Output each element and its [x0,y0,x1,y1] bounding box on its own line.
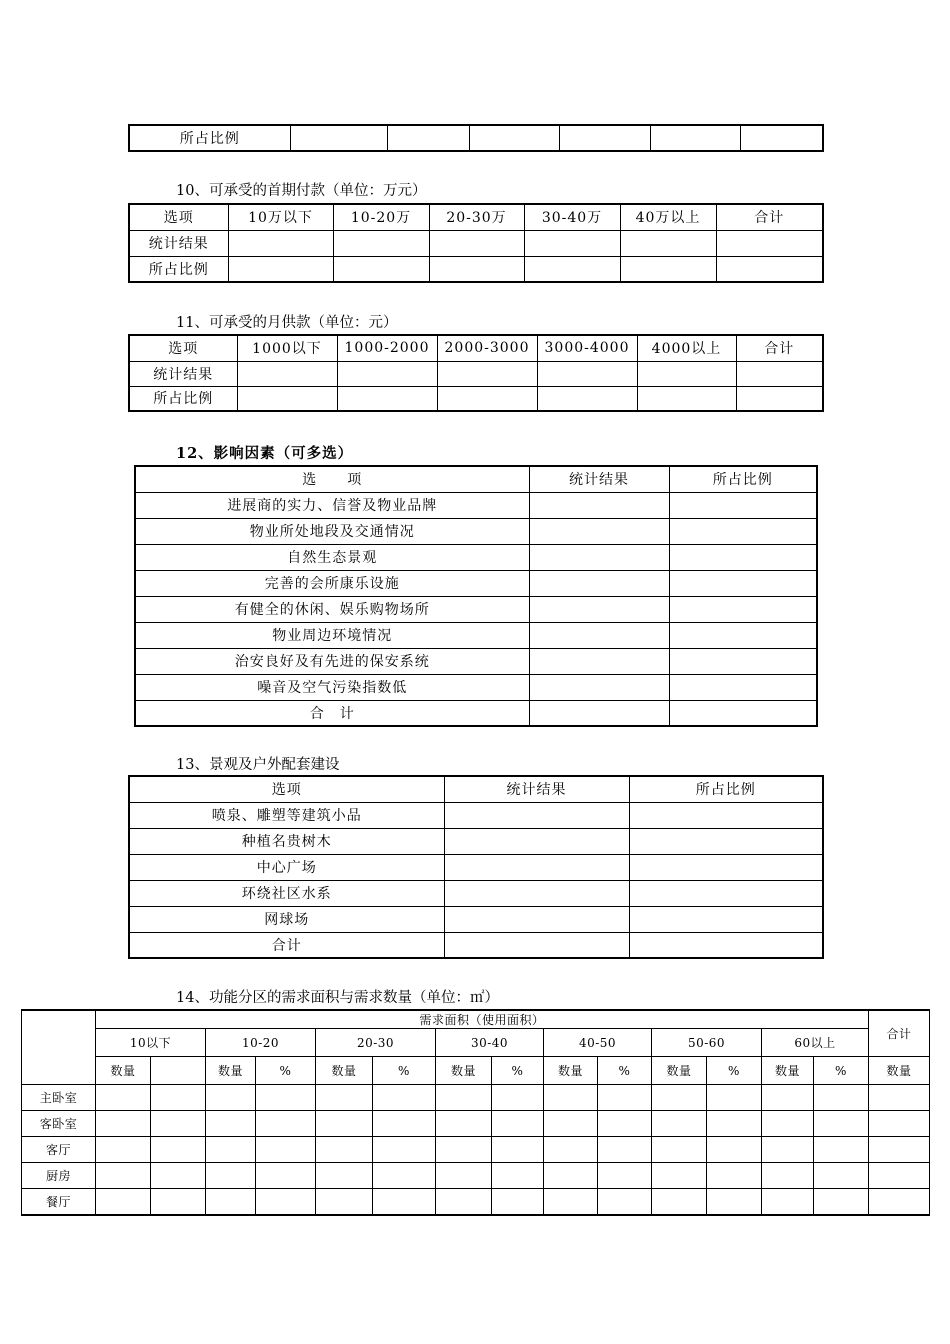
table-row [129,256,823,282]
table10 [128,203,824,283]
range-header: 10以下 [96,1029,206,1057]
section14-heading: 14、功能分区的需求面积与需求数量（单位：㎡） [176,990,499,1006]
sub-header-count: 数量 [436,1057,492,1085]
table12 [134,465,818,727]
row-label: 主卧室 [22,1085,96,1111]
row-label: 统计结果 [129,230,228,256]
sub-header-count: 数量 [762,1057,814,1085]
sub-header-pct: % [707,1057,762,1085]
row-label: 统计结果 [129,361,237,386]
total-header: 合计 [869,1010,930,1057]
group-header: 需求面积（使用面积） [96,1010,869,1029]
row-label: 物业周边环境情况 [135,622,529,648]
header-cell: 40万以上 [620,204,716,230]
table-row [135,518,817,544]
table10-header-row [129,204,823,230]
sub-header-pct: % [256,1057,316,1085]
row-label: 有健全的休闲、娱乐购物场所 [135,596,529,622]
header-cell: 20-30万 [429,204,524,230]
table13 [128,775,824,959]
header-cell: 30-40万 [524,204,620,230]
table-row [22,1189,930,1215]
table-row [129,230,823,256]
row-label: 噪音及空气污染指数低 [135,674,529,700]
range-header: 10-20 [206,1029,316,1057]
row-label: 所占比例 [129,256,228,282]
row-label: 喷泉、雕塑等建筑小品 [129,802,444,828]
sub-header-pct: % [492,1057,544,1085]
row-label: 网球场 [129,906,444,932]
row-label: 餐厅 [22,1189,96,1215]
section12-heading: 12、影响因素（可多选） [176,445,354,462]
table-row [129,880,823,906]
header-cell: 选 项 [135,466,529,492]
header-cell: 1000-2000 [337,335,437,361]
sub-header-row [22,1057,930,1085]
row-label: 进展商的实力、信誉及物业品牌 [135,492,529,518]
table-row [129,361,823,386]
table9-tail [128,124,824,152]
row-label: 合 计 [135,700,529,726]
row-label: 自然生态景观 [135,544,529,570]
row-label: 中心广场 [129,854,444,880]
table-row [135,570,817,596]
header-cell: 1000以下 [237,335,337,361]
sub-header-pct: % [598,1057,652,1085]
table-row [22,1085,930,1111]
sub-header-count: 数量 [652,1057,707,1085]
header-cell: 选项 [129,204,228,230]
sub-header-count: 数量 [869,1057,930,1085]
table-row [129,854,823,880]
row-label: 完善的会所康乐设施 [135,570,529,596]
section11-heading: 11、可承受的月供款（单位：元） [176,315,398,331]
table-row [135,648,817,674]
range-header-row [22,1029,930,1057]
table13-header-row [129,776,823,802]
range-header: 60以上 [762,1029,869,1057]
table-row [129,828,823,854]
table-row [129,386,823,411]
sub-header-count: 数量 [96,1057,151,1085]
header-cell: 10万以下 [228,204,333,230]
sub-header-pct: % [814,1057,869,1085]
table-row [135,544,817,570]
row-label: 种植名贵树木 [129,828,444,854]
header-cell: 合计 [736,335,823,361]
table-row [129,932,823,958]
table-row [135,622,817,648]
row-label: 厨房 [22,1163,96,1189]
range-header: 30-40 [436,1029,544,1057]
table-row [135,674,817,700]
table11 [128,334,824,412]
header-cell: 所占比例 [669,466,817,492]
header-cell: 选项 [129,776,444,802]
header-cell: 4000以上 [637,335,736,361]
header-cell: 所占比例 [629,776,823,802]
header-cell: 3000-4000 [537,335,637,361]
header-cell: 统计结果 [444,776,629,802]
row-label: 环绕社区水系 [129,880,444,906]
header-cell: 合计 [716,204,823,230]
header-cell: 10-20万 [333,204,429,230]
row-label: 治安良好及有先进的保安系统 [135,648,529,674]
row-label: 物业所处地段及交通情况 [135,518,529,544]
row-label: 合计 [129,932,444,958]
range-header: 50-60 [652,1029,762,1057]
table-row [135,700,817,726]
sub-header-count: 数量 [544,1057,598,1085]
table-row [22,1111,930,1137]
table-row [129,906,823,932]
range-header: 20-30 [316,1029,436,1057]
table-row [22,1137,930,1163]
table-row [129,802,823,828]
table-row [22,1163,930,1189]
range-header: 40-50 [544,1029,652,1057]
table11-header-row [129,335,823,361]
table-row [135,596,817,622]
table14 [21,1009,930,1216]
sub-header-count: 数量 [206,1057,256,1085]
row-label: 所占比例 [129,386,237,411]
row-label: 客厅 [22,1137,96,1163]
section10-heading: 10、可承受的首期付款（单位：万元） [176,183,427,199]
header-cell: 统计结果 [529,466,669,492]
table12-header-row [135,466,817,492]
sub-header-count: 数量 [316,1057,373,1085]
sub-header-pct: % [373,1057,436,1085]
table-row [135,492,817,518]
header-cell: 2000-3000 [437,335,537,361]
row-label: 所占比例 [129,125,290,151]
header-cell: 选项 [129,335,237,361]
row-label: 客卧室 [22,1111,96,1137]
section13-heading: 13、景观及户外配套建设 [176,757,340,773]
